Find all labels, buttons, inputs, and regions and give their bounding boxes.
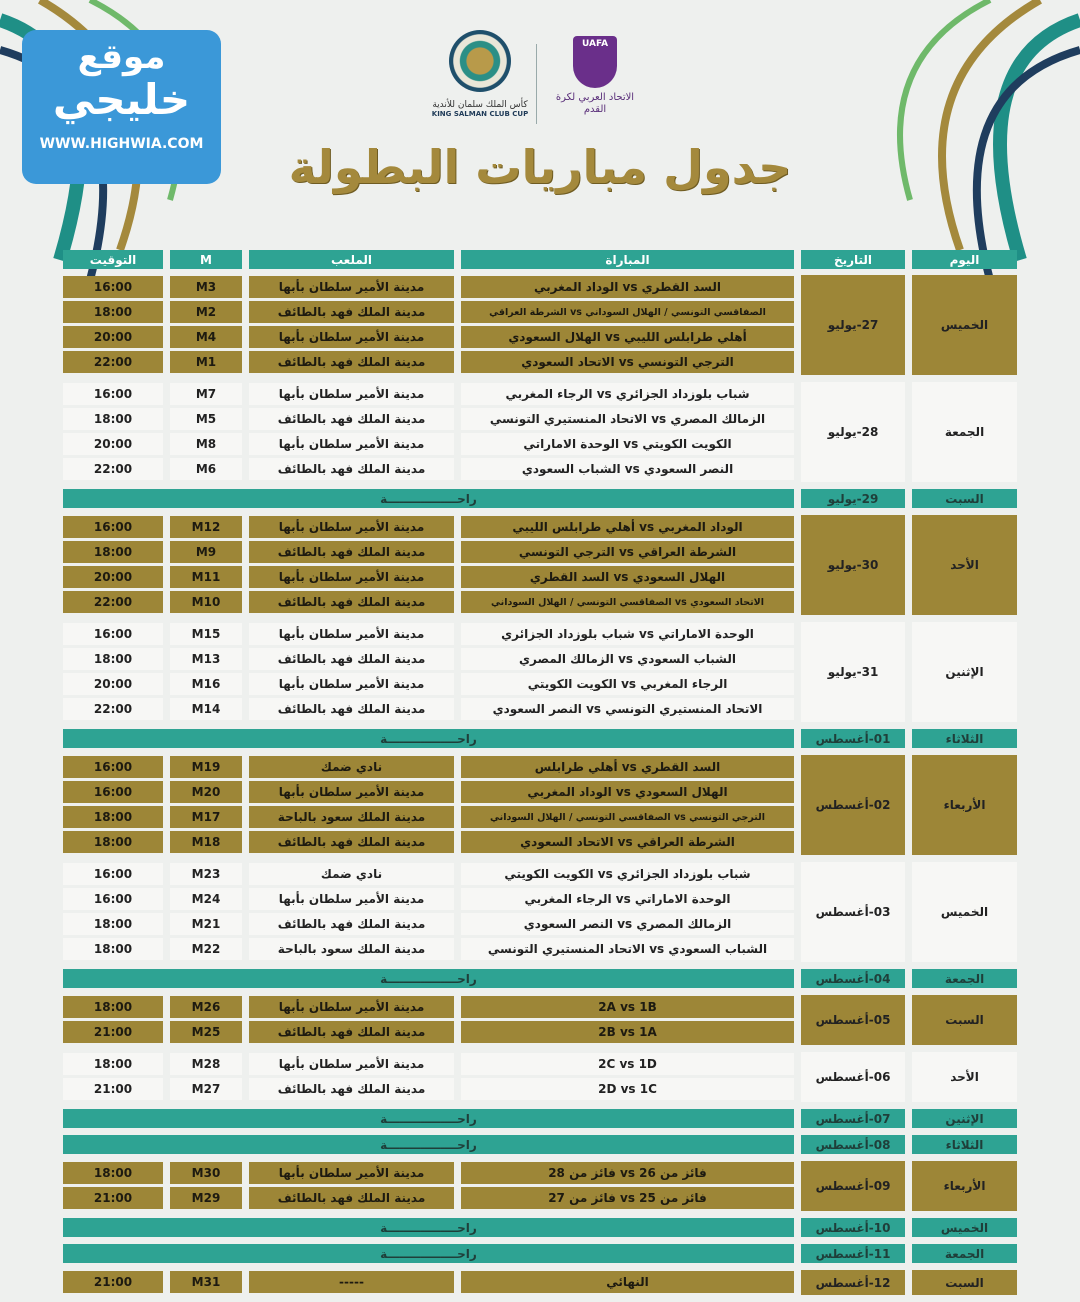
match-number: M22 [170,938,242,960]
watermark-line1: موقع [77,37,166,77]
match-time: 16:00 [63,781,163,803]
match-stadium: مدينة الملك فهد بالطائف [249,698,454,720]
match-teams: 2D vs 1C [461,1078,794,1100]
match-number: M7 [170,383,242,405]
match-teams: شباب بلوزداد الجزائري vs الرجاء المغربي [461,383,794,405]
header-date: التاريخ [801,250,905,269]
match-row [63,1161,801,1186]
match-number: M6 [170,458,242,480]
match-stadium: مدينة الملك فهد بالطائف [249,351,454,373]
match-number: M5 [170,408,242,430]
header-match: المباراة [461,250,794,269]
match-number: M16 [170,673,242,695]
group-day: الثلاثاء [912,1135,1017,1154]
day-group [63,995,1018,1045]
match-rows [63,1052,801,1102]
match-number: M20 [170,781,242,803]
match-time: 18:00 [63,996,163,1018]
match-stadium: مدينة الملك فهد بالطائف [249,591,454,613]
table-header [63,250,1018,269]
watermark-logo: خليجي [52,75,191,124]
match-rows [63,1161,801,1211]
match-stadium: مدينة الملك فهد بالطائف [249,1187,454,1209]
match-row [63,457,801,482]
group-day: السبت [912,995,1017,1045]
match-row [63,350,801,375]
header-stadium: الملعب [249,250,454,269]
match-time: 16:00 [63,863,163,885]
day-group [63,515,1018,615]
match-stadium: مدينة الملك فهد بالطائف [249,1078,454,1100]
match-time: 18:00 [63,806,163,828]
rest-day-label: راحـــــــــــــــــة [63,489,794,508]
cup-emblem-icon [449,30,511,92]
match-row [63,565,801,590]
group-date: 03-أغسطس [801,862,905,962]
match-row [63,325,801,350]
group-day: الأحد [912,1052,1017,1102]
match-time: 21:00 [63,1271,163,1293]
group-date: 09-أغسطس [801,1161,905,1211]
logos [430,30,650,130]
match-stadium: مدينة الملك فهد بالطائف [249,541,454,563]
match-number: M9 [170,541,242,563]
match-stadium: مدينة الأمير سلطان بأبها [249,781,454,803]
match-teams: الترجي التونسي vs الصفاقسي التونسي / الهلال السوداني [461,806,794,828]
corner-decoration-right [850,0,1080,280]
match-time: 16:00 [63,756,163,778]
match-teams: النصر السعودي vs الشباب السعودي [461,458,794,480]
match-number: M15 [170,623,242,645]
match-number: M19 [170,756,242,778]
group-day: الجمعة [912,969,1017,988]
match-row [63,937,801,962]
match-rows [63,622,801,722]
match-teams: الاتحاد السعودي vs الصفاقسي التونسي / الهلال السوداني [461,591,794,613]
match-row [63,1077,801,1102]
match-stadium: مدينة الأمير سلطان بأبها [249,326,454,348]
match-time: 22:00 [63,591,163,613]
page-title: جدول مباريات البطولة [288,140,792,194]
match-teams: الشرطة العراقي vs الاتحاد السعودي [461,831,794,853]
match-number: M2 [170,301,242,323]
match-stadium: مدينة الأمير سلطان بأبها [249,383,454,405]
match-stadium: مدينة الأمير سلطان بأبها [249,888,454,910]
match-time: 16:00 [63,516,163,538]
group-day: الجمعة [912,1244,1017,1263]
match-stadium: ----- [249,1271,454,1293]
match-time: 20:00 [63,673,163,695]
match-stadium: مدينة الملك فهد بالطائف [249,648,454,670]
header-m: M [170,250,242,269]
match-stadium: مدينة الأمير سلطان بأبها [249,433,454,455]
match-teams: الزمالك المصري vs النصر السعودي [461,913,794,935]
match-number: M27 [170,1078,242,1100]
match-time: 18:00 [63,913,163,935]
match-teams: الهلال السعودي vs الوداد المغربي [461,781,794,803]
watermark-url: WWW.HIGHWIA.COM [39,136,204,152]
match-number: M8 [170,433,242,455]
match-row [63,1270,801,1295]
match-stadium: مدينة الملك سعود بالباحة [249,806,454,828]
match-time: 22:00 [63,351,163,373]
match-teams: أهلي طرابلس الليبي vs الهلال السعودي [461,326,794,348]
match-number: M30 [170,1162,242,1184]
match-row [63,830,801,855]
rest-day-label: راحـــــــــــــــــة [63,969,794,988]
uafa-logo [545,36,645,116]
match-time: 18:00 [63,541,163,563]
day-group [63,862,1018,962]
match-time: 18:00 [63,301,163,323]
rest-day-label: راحـــــــــــــــــة [63,1135,794,1154]
group-date: 29-يوليو [801,489,905,508]
match-rows [63,515,801,615]
match-stadium: مدينة الملك فهد بالطائف [249,831,454,853]
match-teams: الصفاقسي التونسي / الهلال السوداني vs الشرطة العراقي [461,301,794,323]
match-row [63,862,801,887]
match-stadium: مدينة الملك فهد بالطائف [249,913,454,935]
match-row [63,672,801,697]
group-day: الثلاثاء [912,729,1017,748]
match-rows [63,862,801,962]
group-date: 06-أغسطس [801,1052,905,1102]
match-row [63,382,801,407]
rest-day-label: راحـــــــــــــــــة [63,729,794,748]
match-number: M23 [170,863,242,885]
group-day: الأربعاء [912,755,1017,855]
match-teams: الترجي التونسي vs الاتحاد السعودي [461,351,794,373]
match-time: 18:00 [63,938,163,960]
match-number: M3 [170,276,242,298]
match-number: M21 [170,913,242,935]
match-stadium: مدينة الملك فهد بالطائف [249,1021,454,1043]
match-teams: الوداد المغربي vs أهلي طرابلس الليبي [461,516,794,538]
match-time: 20:00 [63,566,163,588]
match-teams: الهلال السعودي vs السد القطري [461,566,794,588]
match-teams: الشرطة العراقي vs الترجي التونسي [461,541,794,563]
group-date: 11-أغسطس [801,1244,905,1263]
match-row [63,432,801,457]
match-number: M28 [170,1053,242,1075]
match-time: 21:00 [63,1187,163,1209]
cup-name-en: KING SALMAN CLUB CUP [431,110,529,118]
match-teams: النهائي [461,1271,794,1293]
match-row [63,912,801,937]
header-time: التوقيت [63,250,163,269]
match-stadium: مدينة الأمير سلطان بأبها [249,516,454,538]
match-number: M25 [170,1021,242,1043]
match-teams: الوحدة الاماراتي vs شباب بلوزداد الجزائري [461,623,794,645]
group-date: 07-أغسطس [801,1109,905,1128]
day-group [63,1109,1018,1128]
match-number: M1 [170,351,242,373]
group-day: الخميس [912,862,1017,962]
match-teams: الرجاء المغربي vs الكويت الكويتي [461,673,794,695]
match-teams: الكويت الكويتي vs الوحدة الاماراتي [461,433,794,455]
match-number: M13 [170,648,242,670]
match-row [63,622,801,647]
group-date: 28-يوليو [801,382,905,482]
match-row [63,697,801,722]
match-stadium: مدينة الأمير سلطان بأبها [249,673,454,695]
group-date: 31-يوليو [801,622,905,722]
day-group [63,489,1018,508]
match-number: M14 [170,698,242,720]
group-date: 27-يوليو [801,275,905,375]
group-day: الخميس [912,1218,1017,1237]
match-teams: الاتحاد المنستيري التونسي vs النصر السعودي [461,698,794,720]
header-day: اليوم [912,250,1017,269]
match-number: M26 [170,996,242,1018]
group-date: 04-أغسطس [801,969,905,988]
match-number: M17 [170,806,242,828]
match-rows [63,755,801,855]
match-time: 18:00 [63,648,163,670]
match-teams: 2A vs 1B [461,996,794,1018]
match-time: 16:00 [63,623,163,645]
group-date: 08-أغسطس [801,1135,905,1154]
match-teams: السد القطري vs أهلي طرابلس [461,756,794,778]
match-teams: الوحدة الاماراتي vs الرجاء المغربي [461,888,794,910]
match-row [63,755,801,780]
match-time: 16:00 [63,383,163,405]
match-stadium: مدينة الملك فهد بالطائف [249,458,454,480]
logo-divider [536,44,537,124]
match-row [63,515,801,540]
group-day: الأربعاء [912,1161,1017,1211]
group-day: الأحد [912,515,1017,615]
day-group [63,382,1018,482]
match-row [63,780,801,805]
match-stadium: مدينة الملك فهد بالطائف [249,408,454,430]
group-day: الخميس [912,275,1017,375]
match-stadium: نادي ضمك [249,863,454,885]
match-row [63,590,801,615]
match-time: 18:00 [63,1162,163,1184]
match-time: 21:00 [63,1021,163,1043]
day-group [63,755,1018,855]
match-row [63,407,801,432]
match-teams: فائز من 25 vs فائز من 27 [461,1187,794,1209]
match-time: 18:00 [63,831,163,853]
match-number: M24 [170,888,242,910]
match-stadium: مدينة الأمير سلطان بأبها [249,996,454,1018]
match-rows [63,1270,801,1295]
match-row [63,275,801,300]
match-rows [63,382,801,482]
match-row [63,1052,801,1077]
day-group [63,1161,1018,1211]
day-group [63,1270,1018,1295]
day-group [63,969,1018,988]
day-group [63,1135,1018,1154]
match-row [63,887,801,912]
day-group [63,1244,1018,1263]
match-number: M31 [170,1271,242,1293]
match-row [63,647,801,672]
match-stadium: مدينة الأمير سلطان بأبها [249,276,454,298]
rest-day-label: راحـــــــــــــــــة [63,1244,794,1263]
match-teams: 2B vs 1A [461,1021,794,1043]
match-stadium: مدينة الملك سعود بالباحة [249,938,454,960]
match-teams: الزمالك المصري vs الاتحاد المنستيري التونسي [461,408,794,430]
match-number: M10 [170,591,242,613]
day-group [63,622,1018,722]
match-stadium: مدينة الأمير سلطان بأبها [249,1053,454,1075]
match-time: 16:00 [63,888,163,910]
match-stadium: نادي ضمك [249,756,454,778]
match-teams: السد القطري vs الوداد المغربي [461,276,794,298]
day-group [63,1052,1018,1102]
group-day: الجمعة [912,382,1017,482]
day-group [63,729,1018,748]
match-row [63,1186,801,1211]
group-day: الإثنين [912,1109,1017,1128]
match-number: M18 [170,831,242,853]
group-date: 05-أغسطس [801,995,905,1045]
match-teams: شباب بلوزداد الجزائري vs الكويت الكويتي [461,863,794,885]
uafa-badge: UAFA [573,36,617,88]
match-time: 20:00 [63,326,163,348]
match-teams: فائز من 26 vs فائز من 28 [461,1162,794,1184]
match-row [63,300,801,325]
match-row [63,540,801,565]
match-rows [63,995,801,1045]
match-teams: 2C vs 1D [461,1053,794,1075]
match-stadium: مدينة الملك فهد بالطائف [249,301,454,323]
king-salman-cup-logo [430,30,530,118]
match-stadium: مدينة الأمير سلطان بأبها [249,1162,454,1184]
match-stadium: مدينة الأمير سلطان بأبها [249,623,454,645]
match-rows [63,275,801,375]
match-number: M29 [170,1187,242,1209]
match-row [63,995,801,1020]
group-date: 12-أغسطس [801,1270,905,1295]
match-time: 20:00 [63,433,163,455]
group-date: 02-أغسطس [801,755,905,855]
day-group [63,1218,1018,1237]
group-date: 30-يوليو [801,515,905,615]
match-row [63,805,801,830]
match-time: 16:00 [63,276,163,298]
match-number: M12 [170,516,242,538]
day-group [63,275,1018,375]
group-day: السبت [912,489,1017,508]
cup-name-ar: كأس الملك سلمان للأندية [432,100,528,110]
match-stadium: مدينة الأمير سلطان بأبها [249,566,454,588]
group-date: 01-أغسطس [801,729,905,748]
watermark [22,30,221,184]
group-day: الإثنين [912,622,1017,722]
match-time: 21:00 [63,1078,163,1100]
match-time: 18:00 [63,1053,163,1075]
rest-day-label: راحـــــــــــــــــة [63,1109,794,1128]
rest-day-label: راحـــــــــــــــــة [63,1218,794,1237]
group-day: السبت [912,1270,1017,1295]
match-number: M4 [170,326,242,348]
group-date: 10-أغسطس [801,1218,905,1237]
match-teams: الشباب السعودي vs الاتحاد المنستيري التونسي [461,938,794,960]
match-teams: الشباب السعودي vs الزمالك المصري [461,648,794,670]
match-time: 18:00 [63,408,163,430]
uafa-name: الاتحاد العربي لكرة القدم [555,92,635,115]
match-row [63,1020,801,1045]
match-time: 22:00 [63,458,163,480]
schedule-table [63,250,1018,1302]
match-number: M11 [170,566,242,588]
match-time: 22:00 [63,698,163,720]
